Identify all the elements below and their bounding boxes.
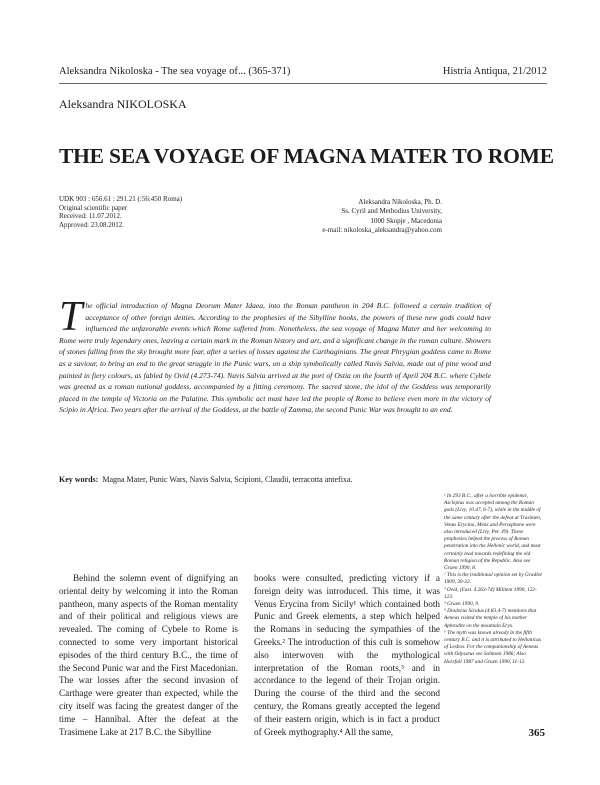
- running-head-right: Histria Antiqua, 21/2012: [442, 66, 547, 77]
- affil-university: Ss. Cyril and Methodius University,: [341, 207, 442, 216]
- running-head-left: Aleksandra Nikoloska - The sea voyage of... (365-371): [59, 66, 291, 77]
- received-date: Received: 11.07.2012.: [59, 212, 122, 221]
- affil-city: 1000 Skopje , Macedonia: [370, 216, 442, 225]
- body-paragraph: books were consulted, predicting victory if a foreign deity was introduced. This time, it was Venus Erycina from Sicily¹ which contained both Punic and Greek elements, a step which helped the Romans in seducing the sympathies of the Greeks.² The introduction of this cult is somehow also interwoven with the mythological interpretation of the Roman roots,³ and in accordance to the legend of their Trojan origin. During the course of the third and the second century, the Romans greatly accepted the legend of their eastern origin, which is in fact a product of Greek mythography.⁴ All the same,: [254, 573, 440, 737]
- approved-date: Approved: 23.08.2012.: [59, 221, 124, 230]
- author-name: Aleksandra NIKOLOSKA: [59, 97, 187, 111]
- footnote-3: ³ Ovid, (Fast. 4.263-74) Militeni 1990, 122-123.: [444, 586, 537, 600]
- author-affiliation: [322, 198, 442, 236]
- keywords: [59, 475, 352, 484]
- header-rule: [59, 83, 547, 84]
- udk-code: UDK 903 : 656.61 : 291.21 (:56:450 Roma): [59, 195, 183, 203]
- footnotes: [444, 493, 542, 666]
- keywords-text: Magna Mater, Punic Wars, Navis Salvia, Scipioni, Claudii, terracotta antefixa.: [102, 475, 353, 484]
- footnote-2: ² This is the traditional opinion set by Gradlot 1909, 30-32.: [444, 572, 542, 586]
- keywords-label: Key words:: [59, 475, 99, 484]
- abstract-dropcap: T: [59, 294, 83, 340]
- affil-name: Aleksandra Nikoloska, Ph. D.: [358, 198, 442, 206]
- footnote-1: ¹ In 293 B.C., after a horrible epidemic, Asclepius was accepted among the Roman gods (Livy, 10.47, 6-7), while in the middle of the same century after the defeat at Trasimen, Venus Erycina, Mens and Persephone were also introduced (Livy, Per. 49). These prophesies helped the process of Roman penetration into the Hellenic world, and most certainly lead towards redefining the old Roman religion of the Republic. Also see Gruen 1990, 8.: [444, 493, 542, 572]
- footnote-5: ⁵ Diodorus Siculus (4.83.4-7) mentions that Aeneas visited the temple of his mother Aphrodite on the mountain Eryx.: [444, 608, 537, 629]
- footnote-4: ⁴ Gruen 1990, 9.: [444, 601, 480, 608]
- affil-email: e-mail: nikoloska_aleksandra@yahoo.com: [322, 226, 442, 235]
- body-column-2: [254, 572, 440, 738]
- body-column-1: [59, 572, 238, 738]
- abstract-text: he official introduction of Magna Deorum Mater Idaea, into the Roman pantheon in 204 B.C. followed a certain tradition of acceptance of other foreign deities. According to the prophesies of the Sibylline books, the powers of these new gods could have influenced the unfavorable events which Rome suffered from. Nonetheless, the sea voyage of Magna Mater and her welcoming to Rome were truly legendary ones, leaving a certain mark in the Roman history and art, and a significant change in the roman culture. Showers of stones falling from the sky brought more fear, after a series of losses against the Carthaginians. The great Phrygian goddess came to Rome as a saviour, to bring an end to the great struggle in the Punic wars, on a ship symbolically called Navis Salvia, made out of pine wood and painted in fiery colours, as fabled by Ovid (4.273-74). Navis Salvia arrived at the port of Ostia on the fourth of April 204 B.C. where Cybele was greeted as a roman national goddess, accompanied by a fitting ceremony. The sacred stone, the idol of the Goddess was temporarily placed in the temple of Victoria on the Palatine. This symbolic act must have led the people of Rome to believe even more in the victory of Scipio in Africa. Two years after the arrival of the Goddess, at the battle of Zamma, the second Punic War was brought to an end.: [59, 301, 491, 415]
- paper-type: Original scientific paper: [59, 203, 128, 212]
- abstract: [59, 294, 491, 416]
- body-paragraph: Behind the solemn event of dignifying an oriental deity by welcoming it into the Roman pantheon, many aspects of the Roman mentality and of their political and religious views are revealed. The coming of Cybele to Rome is connected to some very important historical episodes of the third century B.C., the time of the Second Punic war and the First Macedonian. The war losses after the second invasion of Carthage were greater than expected, while the city itself was facing the greatest danger of the time – Hannibal. After the defeat at the Trasimene Lake at 217 B.C. the Sibylline: [59, 573, 238, 737]
- footnote-6: ⁶ The myth was known already in the fifth century B.C. and it is attributed to Hellanicus of Lesbos. For the companionship of Aeneas with Odysseus see Solmsen 1986; Also Horsfall 1987 and Gruen 1990, 11-12.: [444, 629, 541, 665]
- page-number: 365: [528, 727, 545, 739]
- article-meta: [59, 195, 182, 230]
- article-title: THE SEA VOYAGE OF MAGNA MATER TO ROME: [59, 144, 554, 168]
